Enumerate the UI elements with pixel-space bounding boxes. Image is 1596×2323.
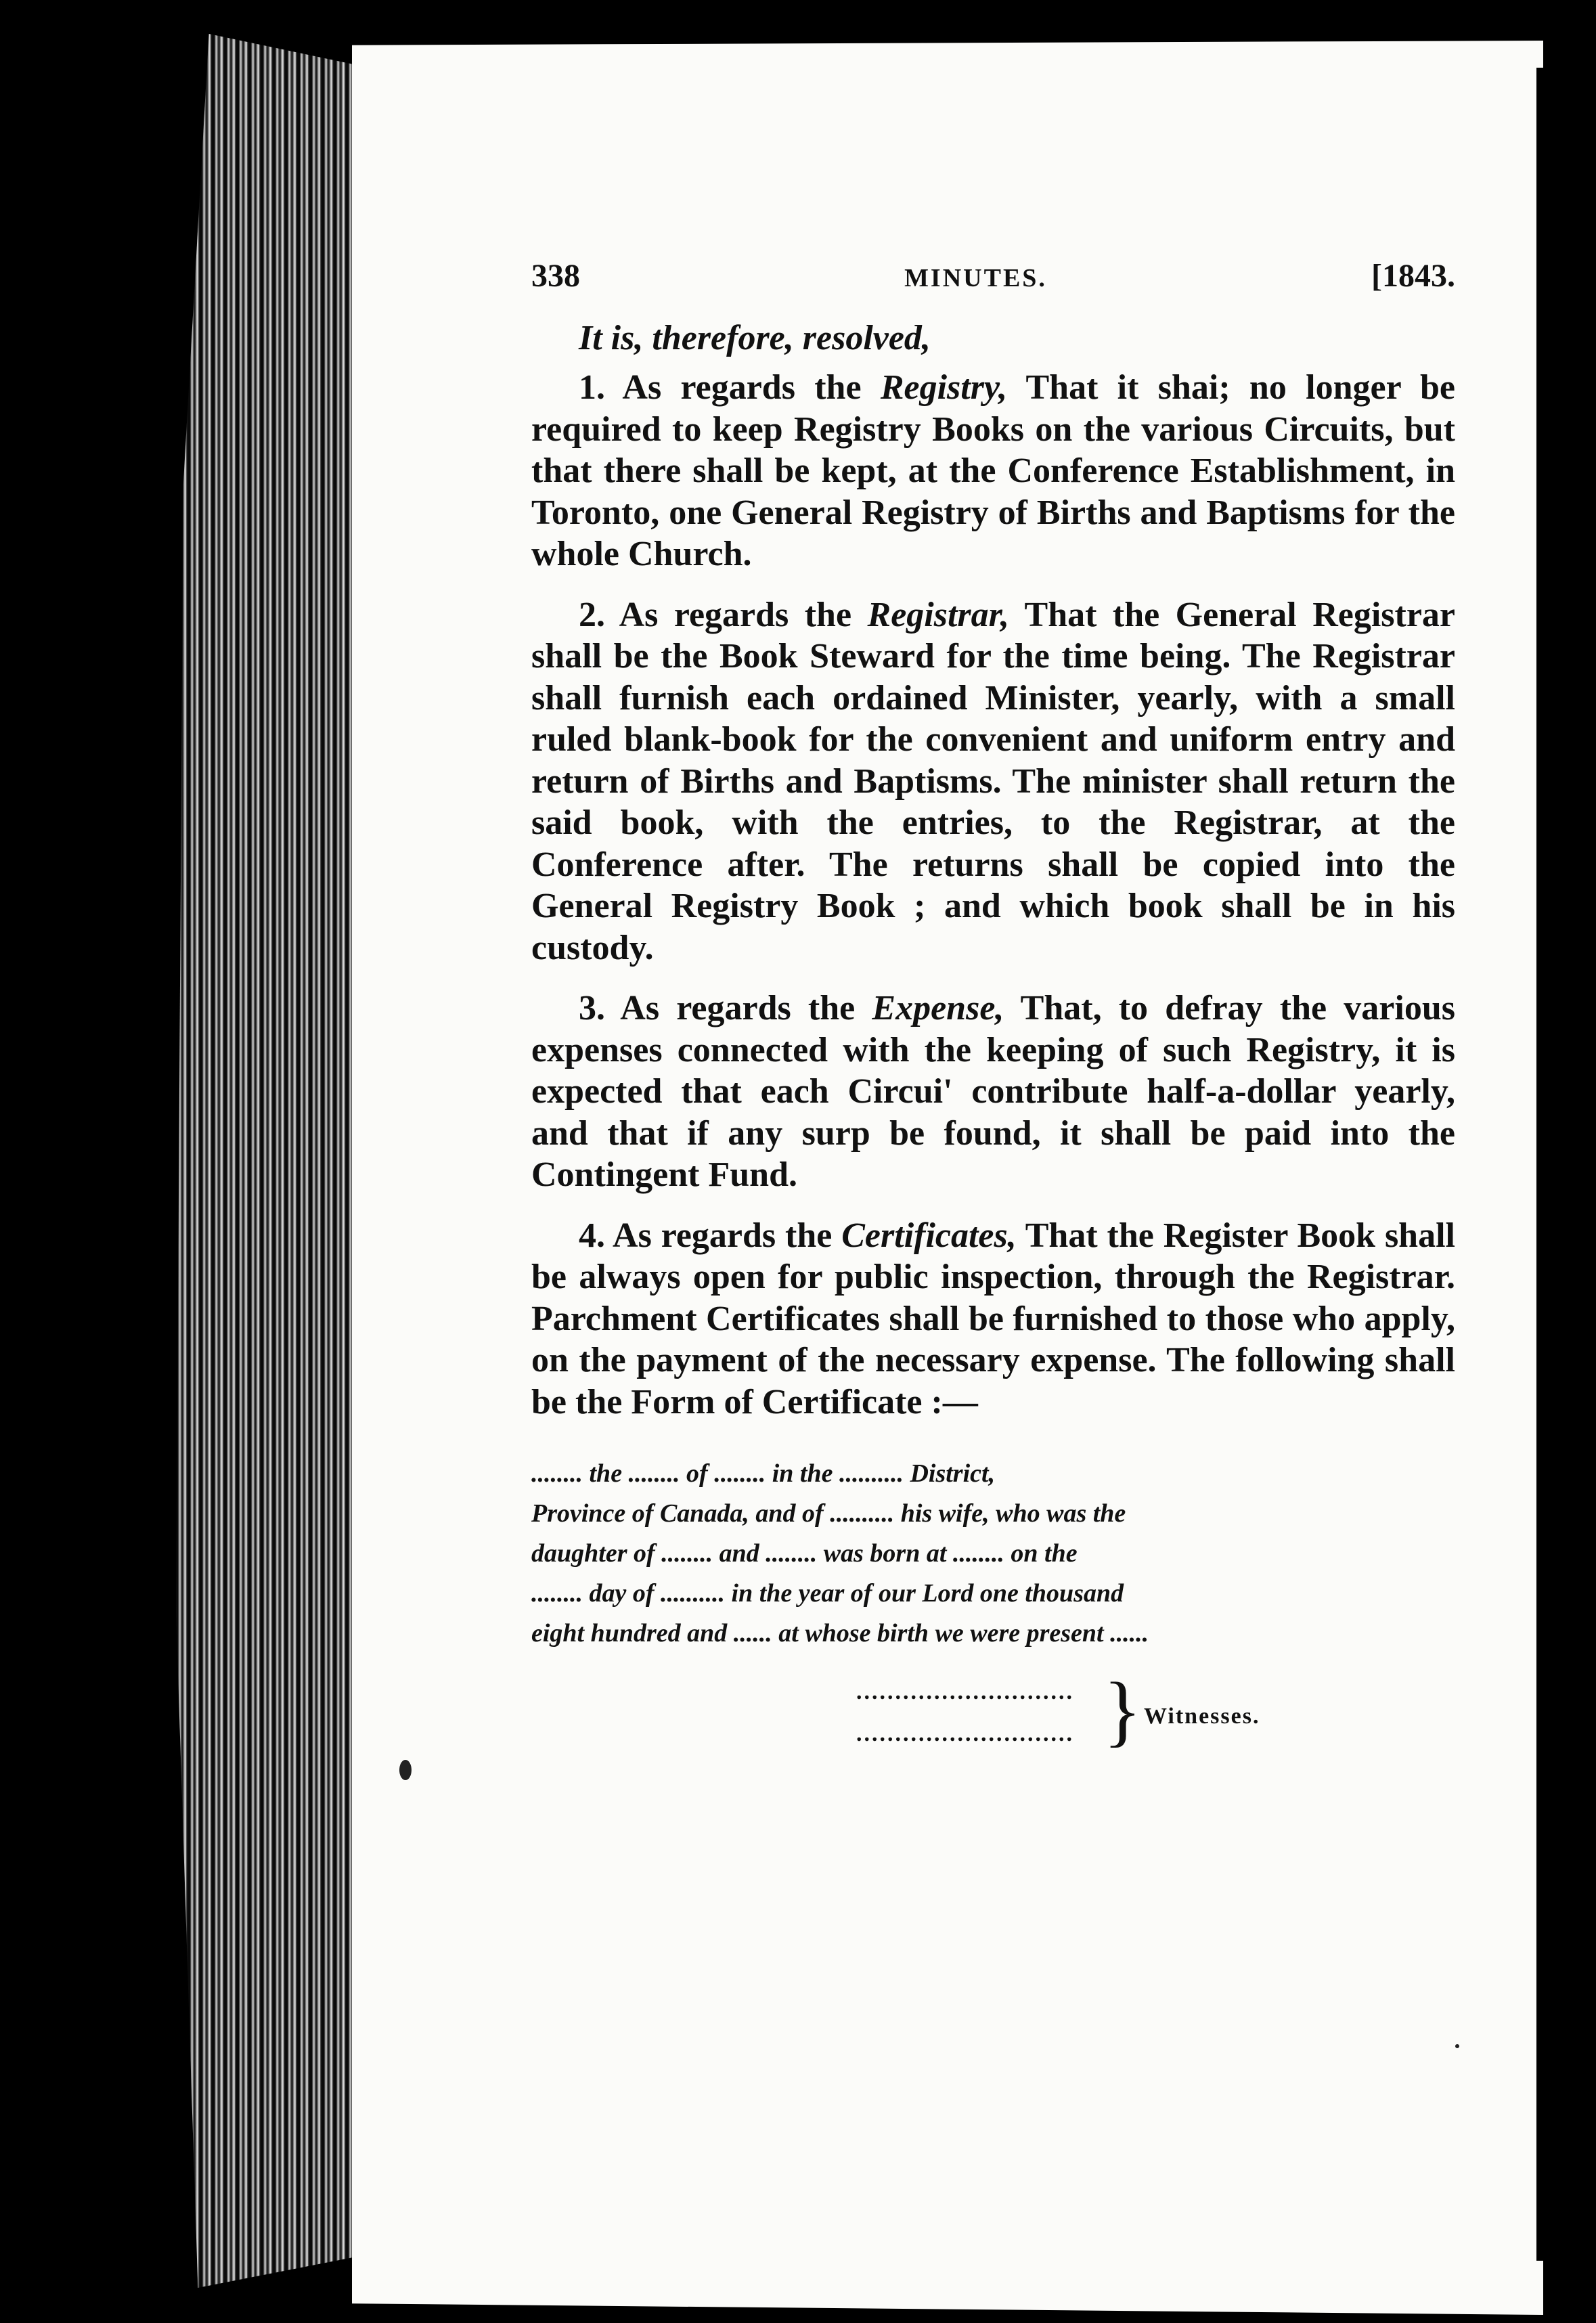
scan-speck <box>1455 2044 1459 2048</box>
paragraph-certificates <box>531 1215 1455 1423</box>
paragraph-lead: 2. As regards the <box>579 595 868 634</box>
page-number: 338 <box>531 258 580 294</box>
binding-shadow <box>1536 68 1564 2261</box>
certificate-line: daughter of ........ and ........ was born at ........ on the <box>531 1539 1078 1568</box>
witnesses-label: Witnesses. <box>1144 1704 1260 1729</box>
paragraph-registrar <box>531 594 1455 969</box>
witness-block <box>531 1666 1455 1761</box>
running-head <box>531 257 1455 305</box>
scan-speck <box>399 1760 412 1780</box>
paragraph-body: That the Register Book shall be always open for public inspection, through the Registrar. Parchment Certificates shall be furnished to those who apply, on the payment of the necessary expense. The following shall be the Form of Certificate :— <box>531 1216 1455 1421</box>
paragraph-lead: 4. As regards the <box>579 1216 842 1255</box>
book-page-edges <box>176 34 359 2288</box>
paragraph-body: That, to defray the various expenses connected with the keeping of such Registry, it is expected that each Circui' contribute half-a-dollar yearly, and that if any surp be found, it shall be paid into the Contingent Fund. <box>531 989 1455 1194</box>
brace-icon: } <box>1103 1666 1142 1754</box>
running-year: [1843. <box>1371 258 1455 294</box>
certificate-line: ........ day of .......... in the year of our Lord one thousand <box>531 1579 1124 1608</box>
paragraph-registry <box>531 367 1455 575</box>
page-text <box>531 257 1455 1761</box>
paragraph-keyword: Certificates, <box>841 1216 1017 1255</box>
witness-line: ............................ <box>856 1679 1074 1704</box>
paragraph-body: That it shai; no longer be required to keep Registry Books on the various Circuits, but that there shall be kept, at the Conference Establishment, in Toronto, one General Registry of Births and Baptisms for the whole Church. <box>531 368 1456 573</box>
paragraph-expense <box>531 988 1455 1196</box>
paragraph-keyword: Registry, <box>880 368 1008 407</box>
running-title: MINUTES. <box>904 264 1047 292</box>
certificate-line: eight hundred and ...... at whose birth we were present ...... <box>531 1619 1149 1647</box>
paragraph-lead: 3. As regards the <box>579 989 872 1027</box>
resolution-intro: It is, therefore, resolved, <box>579 319 931 357</box>
certificate-line: ........ the ........ of ........ in the .......... District, <box>531 1459 996 1488</box>
witness-line: ............................ <box>856 1721 1074 1746</box>
paragraph-keyword: Expense, <box>872 989 1004 1027</box>
certificate-form <box>531 1454 1455 1654</box>
certificate-line: Province of Canada, and of .......... his wife, who was the <box>531 1499 1126 1528</box>
paragraph-lead: 1. As regards the <box>579 368 881 407</box>
paragraph-body: That the General Registrar shall be the Book Steward for the time being. The Registrar shall furnish each ordained Minister, yearly, with a small ruled blank-book for the convenient and uniform entry and return of Births and Baptisms. The minister shall return the said book, with the entries, to the Registrar, at the Conference after. The returns shall be copied into the General Registry Book ; and which book shall be in his custody. <box>531 595 1455 967</box>
paragraph-keyword: Registrar, <box>867 595 1010 634</box>
